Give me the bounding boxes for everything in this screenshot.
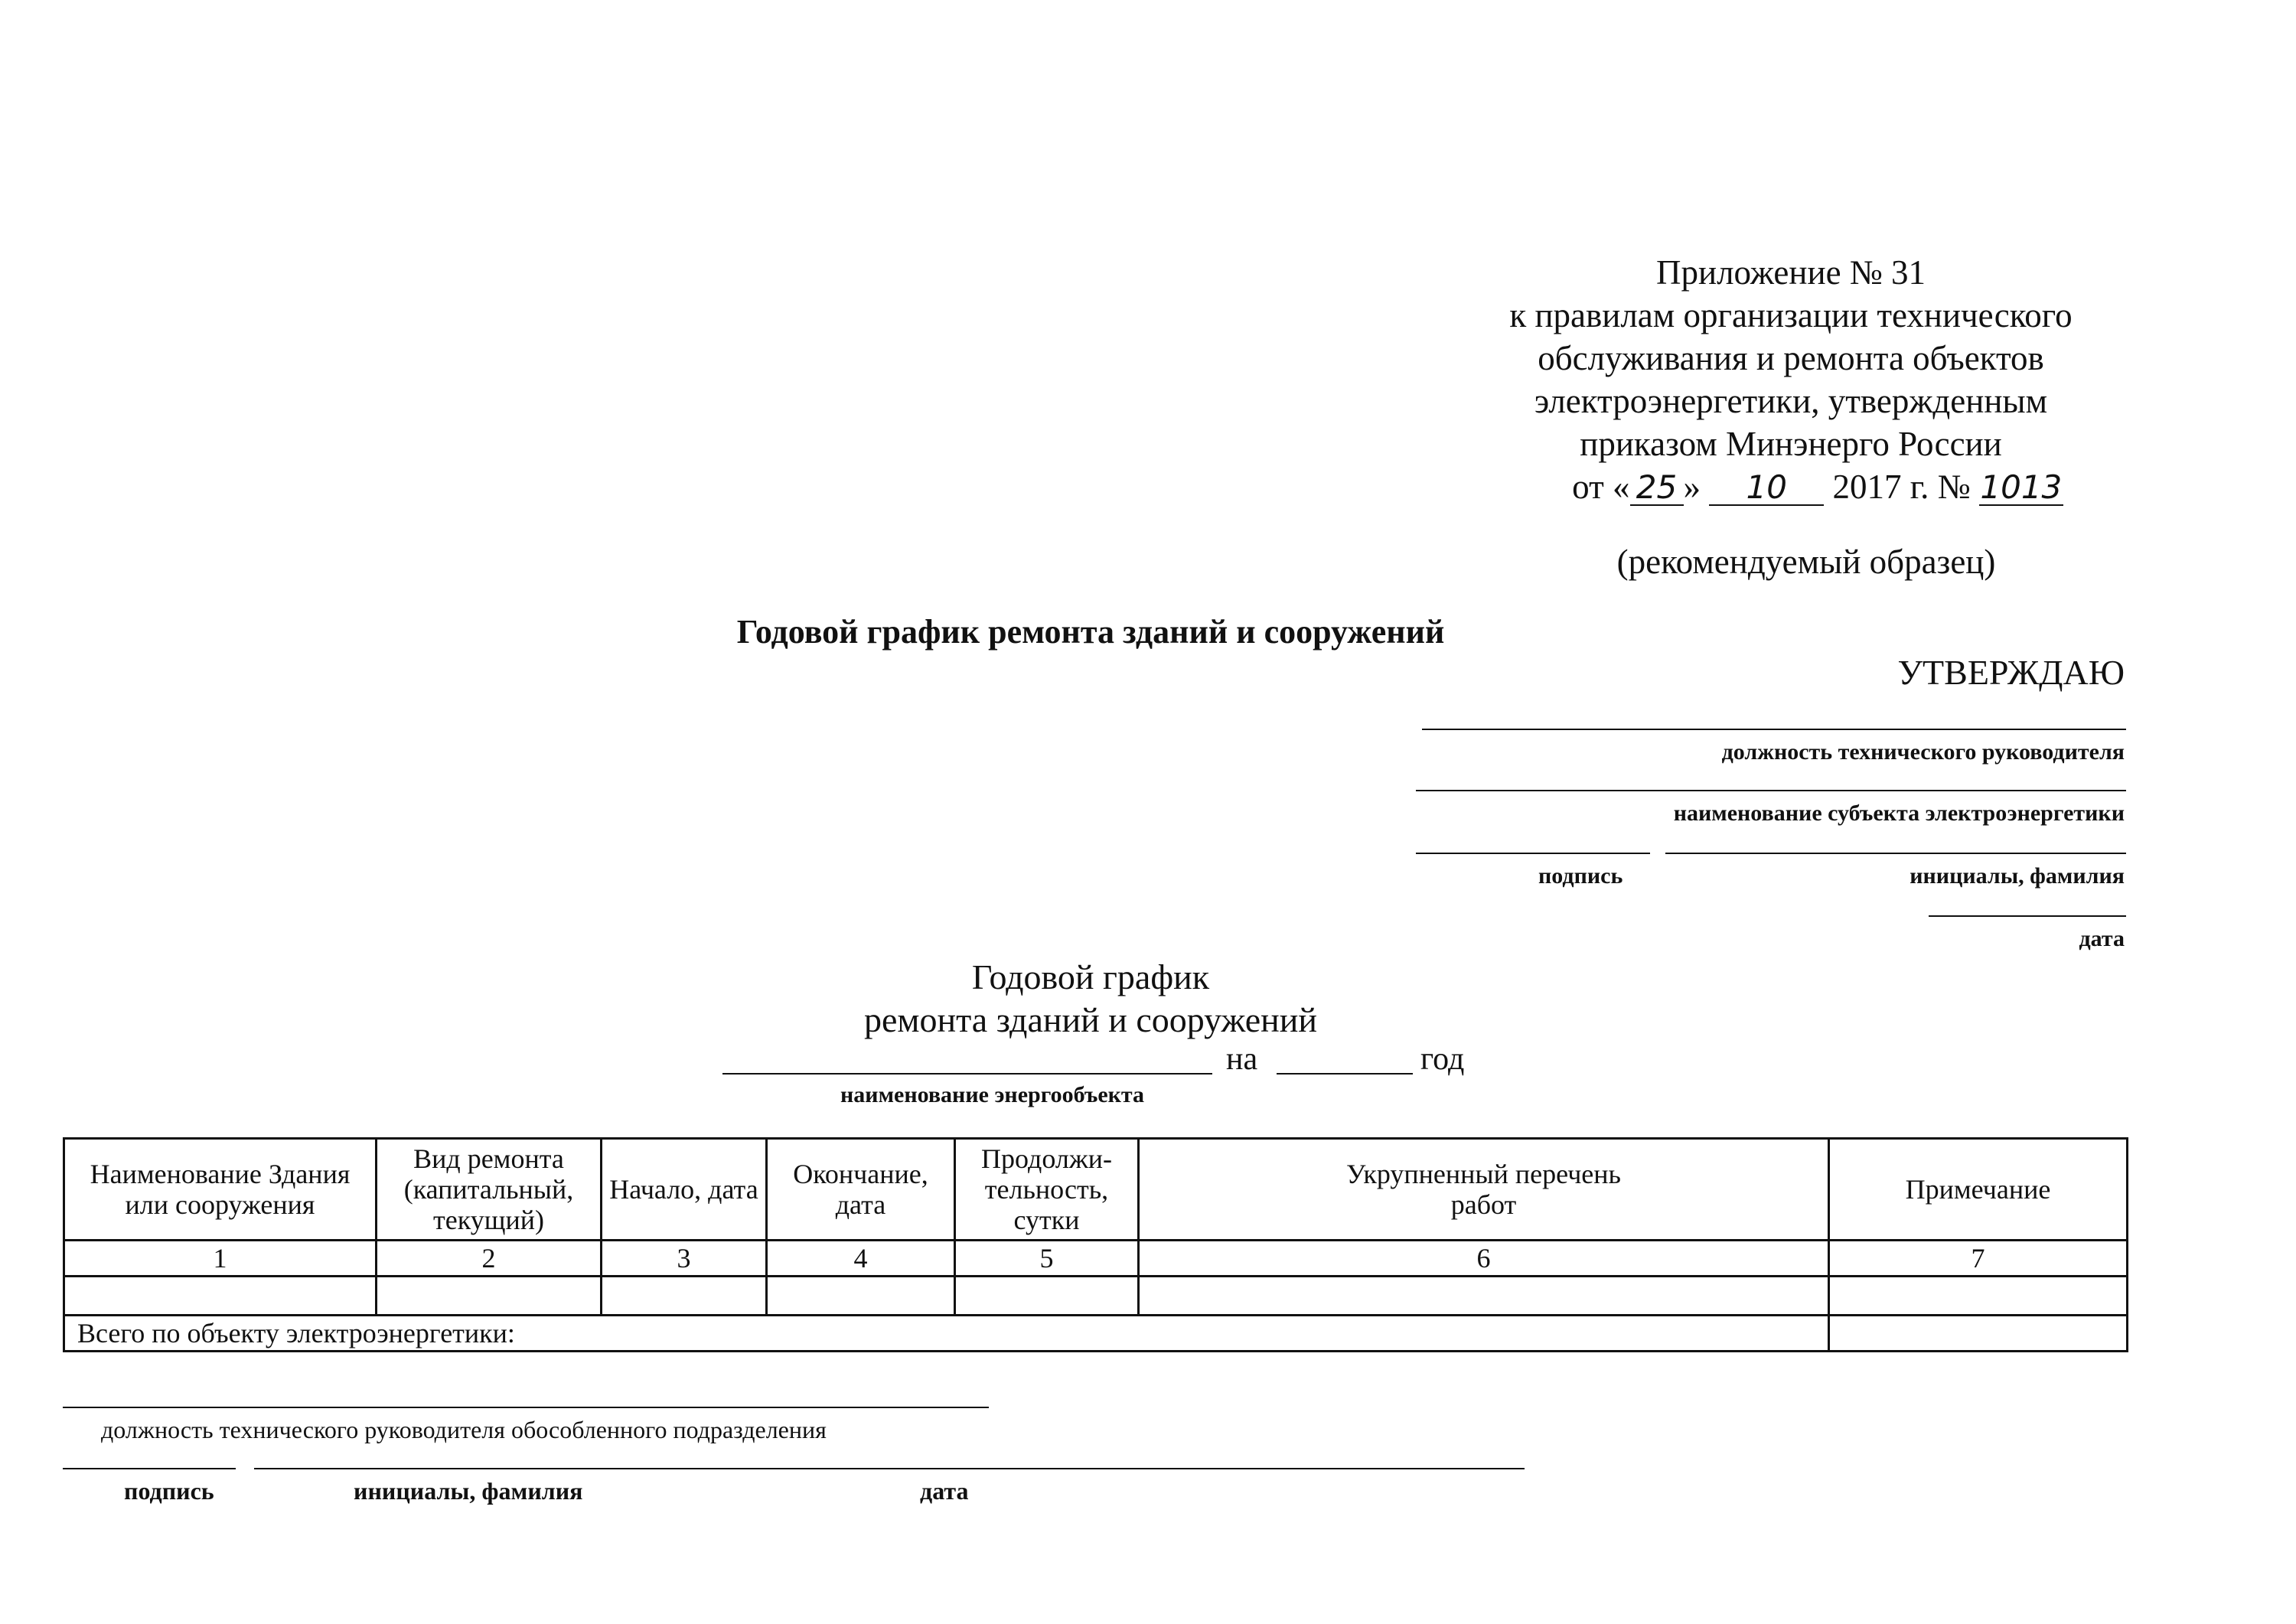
table-cell[interactable] (767, 1277, 955, 1316)
table-number-row (64, 1241, 2128, 1277)
footer-signature-caption: подпись (124, 1477, 214, 1505)
approval-date-line (1929, 915, 2126, 917)
facility-name-line (722, 1073, 1212, 1075)
approval-position-line (1422, 729, 2126, 730)
facility-caption: наименование энергообъекта (840, 1082, 1145, 1107)
column-number: 1 (64, 1241, 377, 1277)
approval-name-line (1665, 853, 2126, 854)
header-repair-type: Вид ремонта (капитальный, текущий) (377, 1139, 602, 1241)
order-date-mid: » (1683, 468, 1701, 506)
schedule-title-line-1: Годовой график (971, 957, 1210, 996)
appendix-line-4: электроэнергетики, утвержденным (1534, 382, 2048, 420)
footer-date-caption: дата (920, 1477, 969, 1505)
approval-signature-line (1416, 853, 1650, 854)
header-end-date: Окончание, дата (767, 1139, 955, 1241)
order-date-prefix: от « (1572, 468, 1630, 506)
header-work-list (1139, 1139, 1829, 1241)
approval-position-caption: должность технического руководителя (1721, 739, 2125, 765)
table-row (64, 1277, 2128, 1316)
approval-signature-caption: подпись (1538, 863, 1623, 889)
table-cell[interactable] (955, 1277, 1139, 1316)
column-number: 2 (377, 1241, 602, 1277)
total-label: Всего по объекту электроэнергетики: (64, 1316, 1829, 1352)
appendix-block (1408, 251, 2174, 508)
table-cell[interactable] (1829, 1277, 2128, 1316)
repair-schedule-table (63, 1137, 2128, 1352)
header-building-name: Наименование Здания или сооружения (64, 1139, 377, 1241)
schedule-title-line-2: ремонта зданий и сооружений (863, 1000, 1317, 1039)
column-number: 7 (1829, 1241, 2128, 1277)
appendix-number: Приложение № 31 (1656, 253, 1926, 292)
document-title: Годовой график ремонта зданий и сооружений (736, 613, 1445, 651)
table-cell[interactable] (64, 1277, 377, 1316)
column-number: 4 (767, 1241, 955, 1277)
schedule-god: год (1420, 1042, 1465, 1077)
approval-heading: УТВЕРЖДАЮ (1897, 653, 2125, 692)
column-number: 3 (602, 1241, 767, 1277)
approval-date-caption: дата (2079, 926, 2125, 951)
appendix-line-2: к правилам организации технического (1509, 296, 2073, 334)
column-number: 6 (1139, 1241, 1829, 1277)
order-number: 1013 (1980, 468, 2063, 506)
header-notes: Примечание (1829, 1139, 2128, 1241)
footer-position-caption: должность технического руководителя обособленного подразделения (101, 1416, 827, 1443)
order-month: 10 (1709, 471, 1824, 506)
total-notes-cell[interactable] (1829, 1316, 2128, 1352)
table-cell[interactable] (602, 1277, 767, 1316)
table-cell[interactable] (1139, 1277, 1829, 1316)
order-year: 2017 г. № (1832, 468, 1971, 506)
table-cell[interactable] (377, 1277, 602, 1316)
year-line (1277, 1073, 1413, 1075)
table-total-row (64, 1316, 2128, 1352)
order-date-line (1408, 465, 2174, 508)
footer-name-caption: инициалы, фамилия (354, 1477, 583, 1505)
appendix-line-5: приказом Минэнерго России (1580, 425, 2002, 463)
approval-name-caption: инициалы, фамилия (1910, 863, 2125, 889)
footer-signature-line (63, 1468, 236, 1469)
footer-position-line (63, 1407, 989, 1408)
order-day: 25 (1630, 471, 1684, 506)
column-number: 5 (955, 1241, 1139, 1277)
appendix-line-3: обслуживания и ремонта объектов (1538, 339, 2044, 377)
approval-entity-caption: наименование субъекта электроэнергетики (1673, 801, 2125, 826)
approval-entity-line (1416, 790, 2126, 791)
recommended-sample-note: (рекомендуемый образец) (1616, 543, 1996, 581)
header-start-date: Начало, дата (602, 1139, 767, 1241)
schedule-na: на (1226, 1042, 1258, 1077)
table-header-row (64, 1139, 2128, 1241)
footer-name-date-line (254, 1468, 1525, 1469)
header-work-list-text: Укрупненный перечень работ (1346, 1159, 1621, 1220)
header-duration: Продолжи-тельность, сутки (955, 1139, 1139, 1241)
